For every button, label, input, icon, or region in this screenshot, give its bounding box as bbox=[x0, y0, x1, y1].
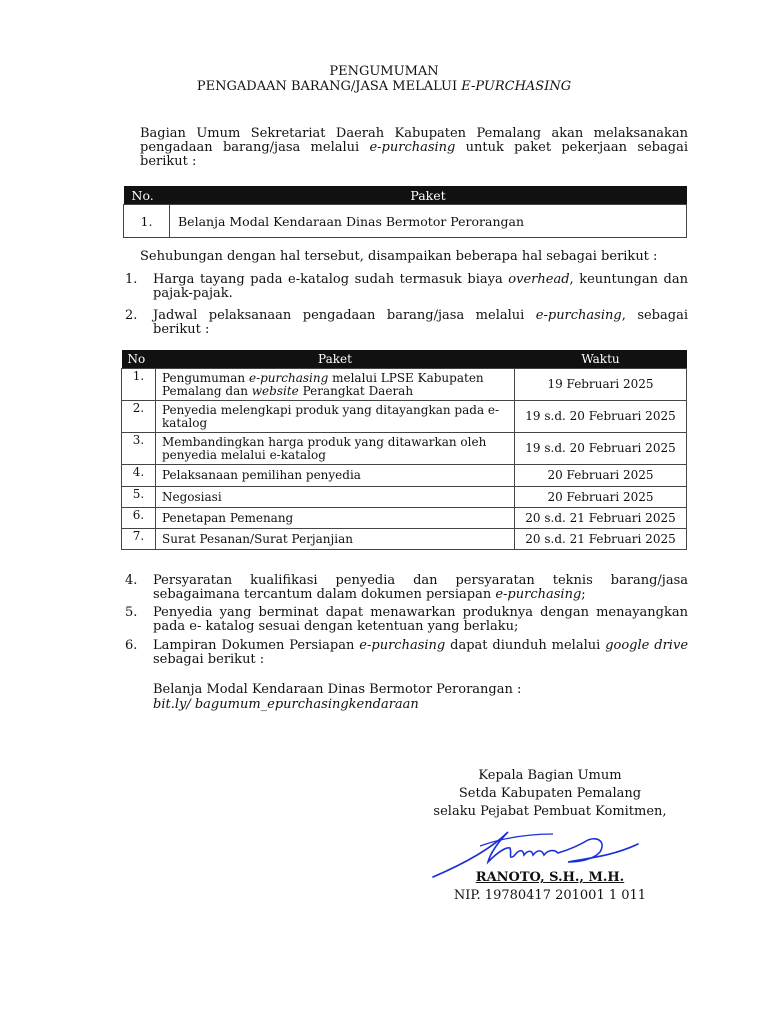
signature-title: Kepala Bagian Umum bbox=[478, 768, 622, 783]
row-paket: Belanja Modal Kendaraan Dinas Bermotor Perorangan bbox=[170, 205, 687, 238]
table-row: 1. Pengumuman e-purchasing melalui LPSE Kabupaten Pemalang dan website Perangkat Daerah 19 Februari 2025 bbox=[122, 369, 687, 401]
col-header-paket: Paket bbox=[156, 350, 515, 369]
col-header-paket: Paket bbox=[170, 186, 687, 205]
signature-office: Setda Kabupaten Pemalang bbox=[458, 786, 642, 801]
official-nip: NIP. 19780417 201001 1 011 bbox=[453, 888, 647, 903]
col-header-no: No. bbox=[124, 186, 170, 205]
announcement-title: PENGUMUMAN bbox=[329, 64, 439, 79]
row-number: 1. bbox=[124, 205, 170, 238]
document-page: PENGUMUMAN PENGADAAN BARANG/JASA MELALUI E-PURCHASING Bagian Umum Sekretariat Daerah Kabupaten Pemalang akan melaksanakan pengadaan barang/jasa melalui e-purchasing untuk paket pekerjaan sebagai berikut : No. Paket 1. Belanja Modal Kendaraan Dinas Bermotor Perorangan Sehubungan dengan hal tersebut, disampaikan beberapa hal sebagai berikut : 1. Harga tayang pada e-katalog sudah termasuk biaya overhead, keuntungan dan pajak-pajak. 2. Jadwal pelaksanaan pengadaan barang/jasa melalui e-purchasing, sebagai berikut : No Paket Waktu 1. Pengumuman e-purchasing melalui LPSE Kabupaten Pemalang dan website Perangkat Daerah 19 Februari 2025 2. Penyedia melengkapi produk yang ditayangkan pada e- katalog 19 s.d. 20 Februari 2025 3. Membandingkan harga produk yang ditawarkan oleh penyedia melalui e-katalog 19 s.d. 20 Februari 2025 4. Pelaksanaan pemilihan penyedia 20 Februari 2025 5. Negosiasi 20 Februari 2025 6. Penetapan Pemenang 20 s.d. 21 Februari 2025 7. Surat Pesanan/Surat Perjanjian 20 s.d. 21 Februari 2025 4. Persyaratan kualifikasi penyedia dan persyaratan teknis barang/jasa sebagaimana tercantum dalam dokumen persiapan e-purchasing; 5. Penyedia yang berminat dapat menawarkan produknya dengan menayangkan pada e- katalog sesuai dengan ketentuan yang berlaku; 6. Lampiran Dokumen Persiapan e-purchasing dapat diunduh melalui google drive sebagai berikut : Belanja Modal Kendaraan Dinas Bermotor Perorangan : bit.ly/ bagumum_epurchasingkendaraan Kepala Bagian Umum Setda Kabupaten Pemalang selaku Pejabat Pembuat Komitmen, RANOTO, S.H., M.H. NIP. 19780417 201001 1 011 bbox=[0, 0, 768, 1024]
signature-role: selaku Pejabat Pembuat Komitmen, bbox=[433, 804, 667, 819]
table-row: 6. Penetapan Pemenang 20 s.d. 21 Februari 2025 bbox=[122, 508, 687, 529]
table-row: 2. Penyedia melengkapi produk yang ditayangkan pada e- katalog 19 s.d. 20 Februari 2025 bbox=[122, 401, 687, 433]
attachment-label: Belanja Modal Kendaraan Dinas Bermotor Perorangan : bbox=[153, 682, 522, 697]
intro-paragraph: Bagian Umum Sekretariat Daerah Kabupaten Pemalang akan melaksanakan pengadaan barang/jasa melalui e-purchasing untuk paket pekerjaan sebagai berikut : bbox=[140, 126, 688, 169]
package-table bbox=[123, 186, 687, 238]
table-row: 3. Membandingkan harga produk yang ditawarkan oleh penyedia melalui e-katalog 19 s.d. 20 Februari 2025 bbox=[122, 433, 687, 465]
attachment-link[interactable]: bit.ly/ bagumum_epurchasingkendaraan bbox=[153, 697, 419, 712]
announcement-subtitle: PENGADAAN BARANG/JASA MELALUI E-PURCHASING bbox=[196, 79, 572, 94]
schedule-table bbox=[121, 350, 687, 550]
table-row: 7. Surat Pesanan/Surat Perjanjian 20 s.d. 21 Februari 2025 bbox=[122, 529, 687, 550]
col-header-waktu: Waktu bbox=[515, 350, 687, 369]
col-header-no: No bbox=[122, 350, 156, 369]
transition-text: Sehubungan dengan hal tersebut, disampaikan beberapa hal sebagai berikut : bbox=[140, 249, 658, 264]
table-row: 4. Pelaksanaan pemilihan penyedia 20 Februari 2025 bbox=[122, 465, 687, 487]
table-row bbox=[124, 205, 687, 238]
official-name: RANOTO, S.H., M.H. bbox=[475, 870, 625, 885]
table-row: 5. Negosiasi 20 Februari 2025 bbox=[122, 487, 687, 508]
